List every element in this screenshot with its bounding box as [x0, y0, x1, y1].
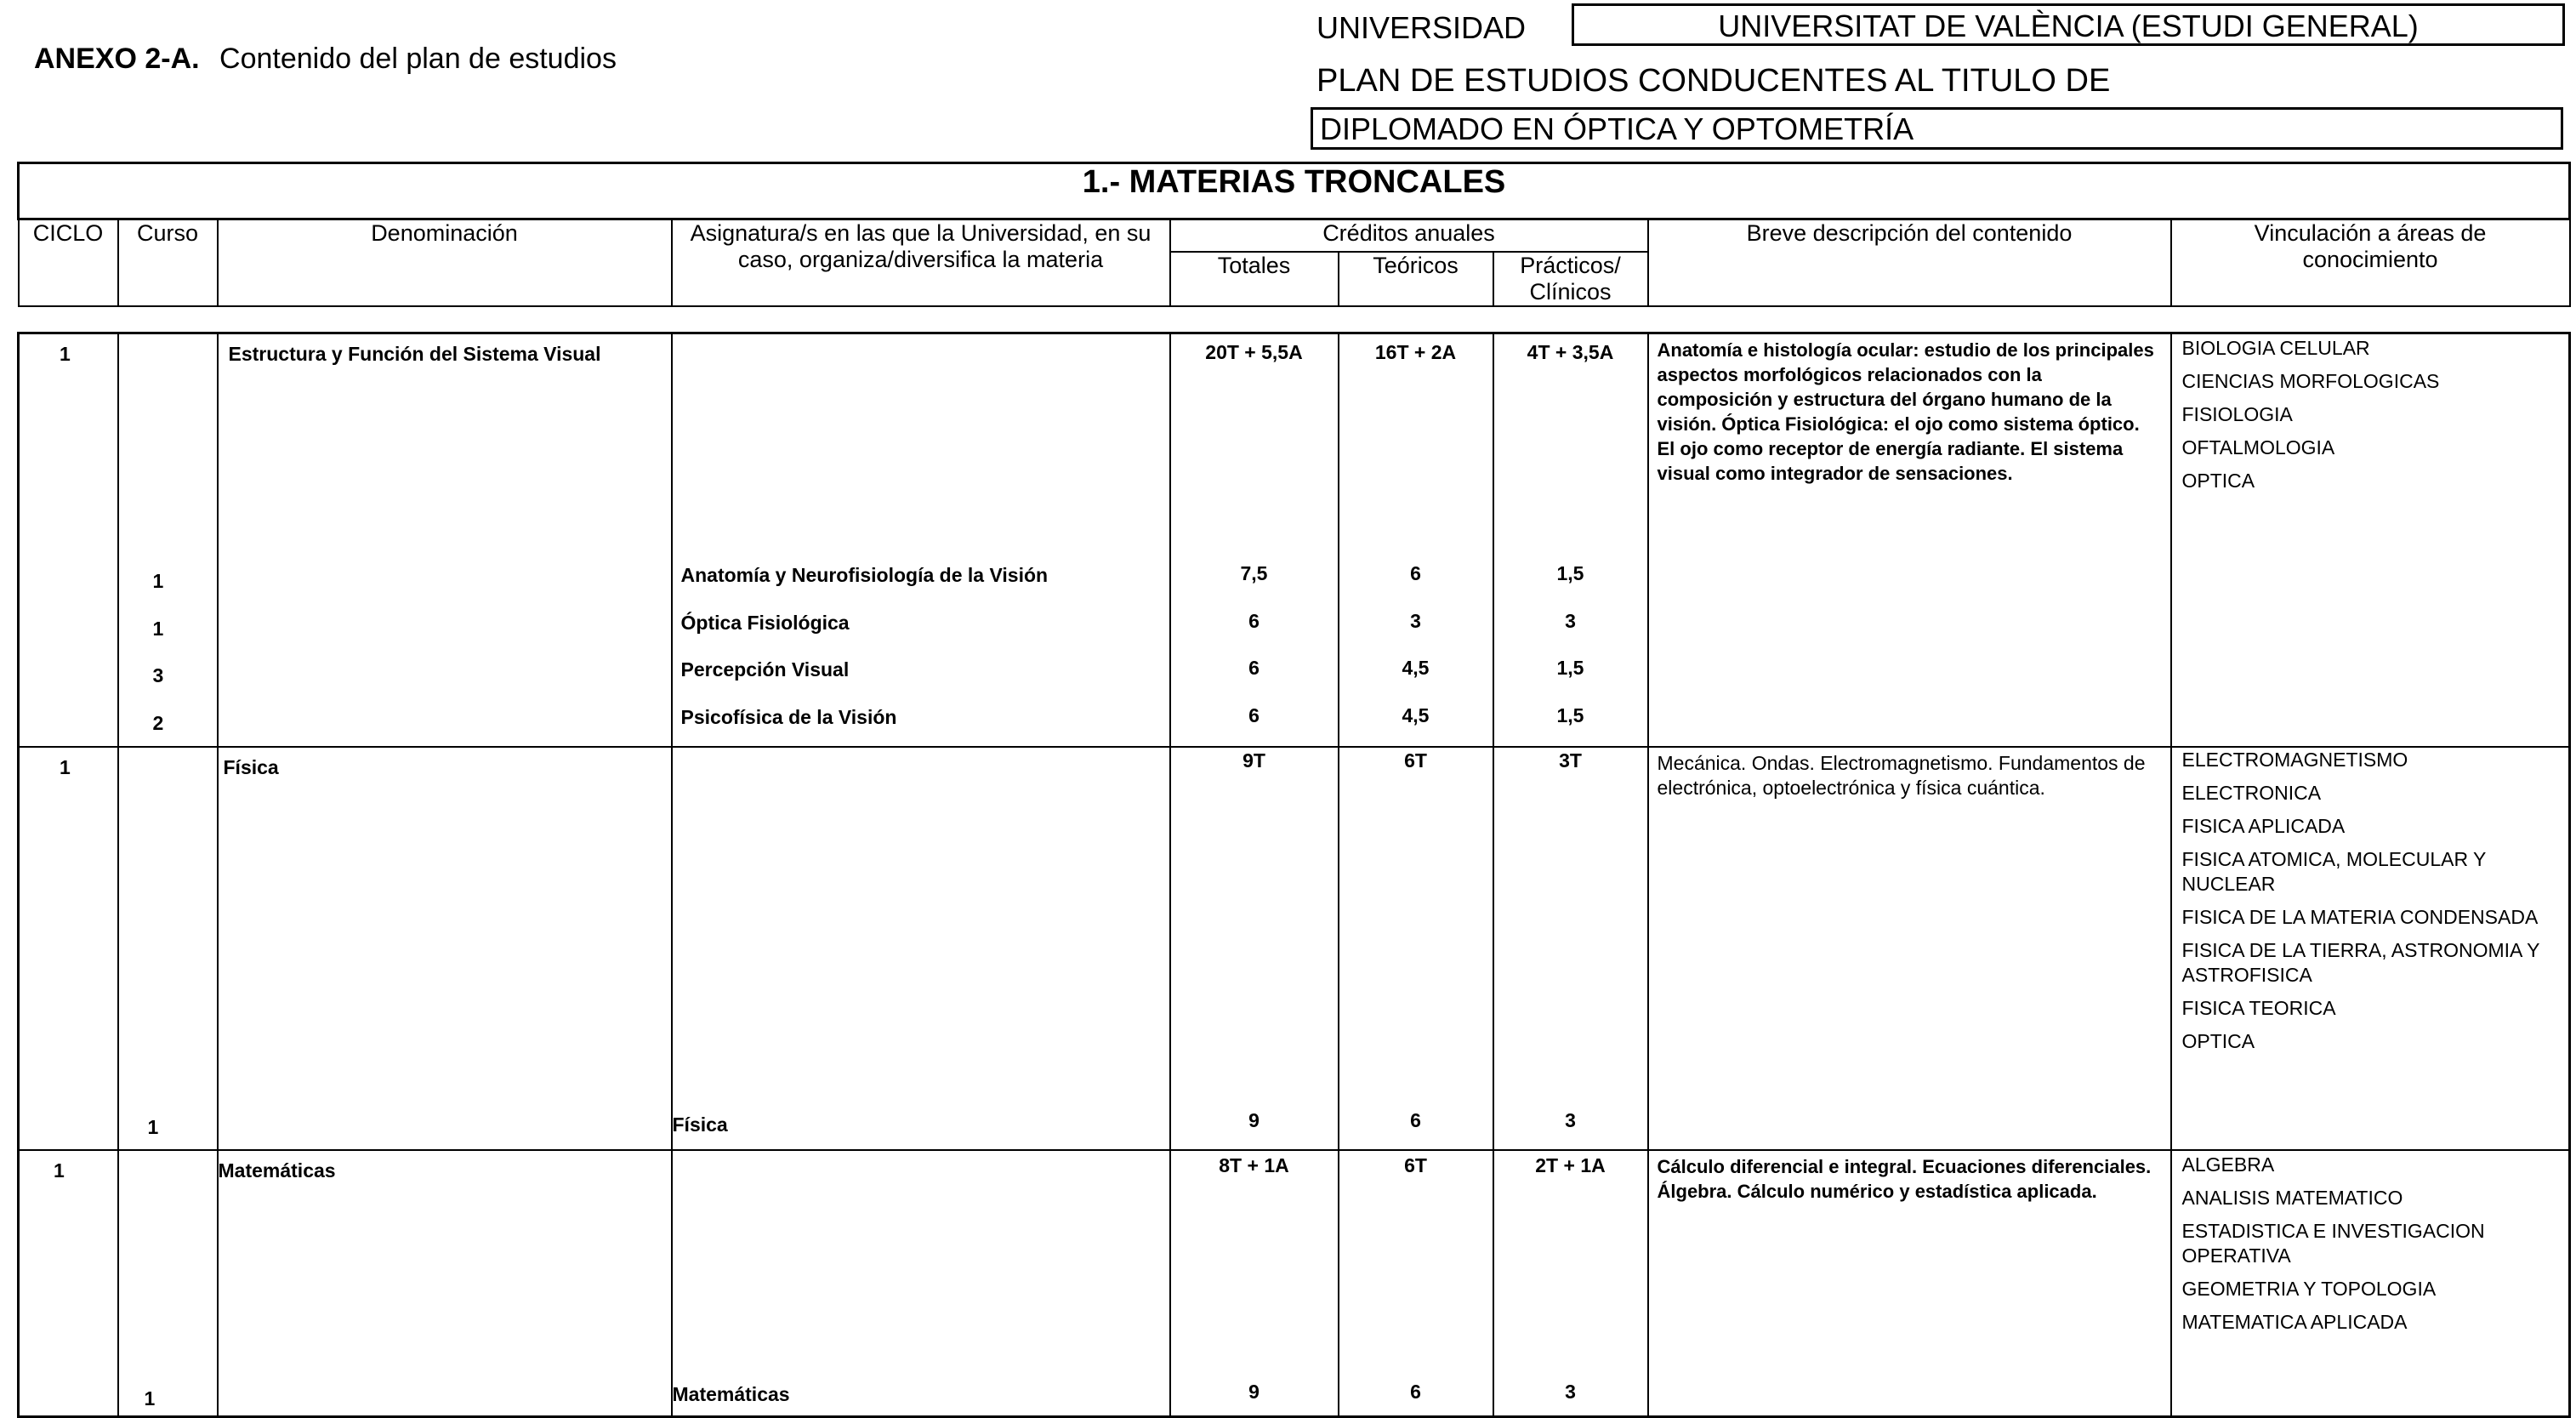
teoricos-value: 6 — [1410, 1380, 1421, 1403]
anexo-number: ANEXO 2-A. — [34, 43, 200, 75]
area-item: FISICA DE LA MATERIA CONDENSADA — [2181, 905, 2539, 928]
area-item: MATEMATICA APLICADA — [2181, 1310, 2408, 1333]
denominacion-value: Física — [223, 755, 279, 778]
totales-value: 9T — [1243, 749, 1265, 772]
area-item: OPTICA — [2181, 1029, 2255, 1052]
curso-value: 1 — [152, 618, 164, 640]
anexo-heading — [34, 43, 617, 76]
section-title: 1.- MATERIAS TRONCALES — [19, 163, 2570, 219]
practicos-value: 2T + 1A — [1535, 1153, 1606, 1176]
teoricos-cell — [1339, 333, 1493, 747]
curso-cell — [118, 333, 218, 747]
asignatura-cell — [672, 747, 1170, 1150]
area-item: OPTICA — [2181, 470, 2255, 492]
curso-value: 1 — [147, 1115, 159, 1138]
col-vinculacion: Vinculación a áreas de conocimiento — [2171, 219, 2570, 306]
ciclo-value: 1 — [60, 755, 71, 778]
vinculacion-cell — [2171, 1150, 2570, 1417]
practicos-value: 4T + 3,5A — [1527, 341, 1614, 363]
totales-value: 20T + 5,5A — [1205, 341, 1303, 363]
areas-list — [2172, 748, 2569, 1054]
descripcion-text: Anatomía e histología ocular: estudio de los principales aspectos morfológicos relacionados con la composición y estructura del órgano humano de la visión. Óptica Fisiológica: el ojo como sistema óptico. El ojo como receptor de energía radiante. El sistema visual como integrador de sensaciones. — [1657, 339, 2154, 484]
asignatura-name: Anatomía y Neurofisiología de la Visión — [680, 564, 1049, 586]
titulo-value: DIPLOMADO EN ÓPTICA Y OPTOMETRÍA — [1311, 107, 2563, 150]
totales-cell — [1170, 747, 1339, 1150]
universidad-label: UNIVERSIDAD — [1316, 10, 1527, 45]
asignatura-name: Psicofísica de la Visión — [680, 706, 897, 728]
teoricos-value: 4,5 — [1402, 657, 1430, 679]
teoricos-cell — [1339, 1150, 1493, 1417]
materias-table — [17, 332, 2571, 1418]
descripcion-text: Mecánica. Ondas. Electromagnetismo. Fundamentos de electrónica, optoelectrónica y física cuántica. — [1657, 751, 2146, 799]
table-row — [19, 333, 2570, 747]
totales-value: 6 — [1248, 657, 1260, 679]
curso-cell — [118, 747, 218, 1150]
table-row — [19, 1150, 2570, 1417]
totales-cell — [1170, 1150, 1339, 1417]
totales-value: 6 — [1248, 610, 1260, 632]
area-item: ESTADISTICA E INVESTIGACION OPERATIVA — [2181, 1219, 2485, 1267]
col-descripcion: Breve descripción del contenido — [1648, 219, 2171, 306]
ciclo-cell — [19, 1150, 118, 1417]
area-item: CIENCIAS MORFOLOGICAS — [2181, 370, 2440, 392]
table-header — [17, 162, 2571, 307]
practicos-value: 3 — [1565, 1108, 1576, 1131]
areas-list — [2172, 1151, 2569, 1335]
table-row — [19, 747, 2570, 1150]
denominacion-value: Estructura y Función del Sistema Visual — [228, 343, 601, 365]
practicos-value: 3T — [1559, 749, 1582, 772]
practicos-value: 3 — [1565, 610, 1576, 632]
practicos-value: 1,5 — [1556, 562, 1584, 584]
area-item: ALGEBRA — [2181, 1153, 2275, 1176]
area-item: FISICA ATOMICA, MOLECULAR Y NUCLEAR — [2181, 847, 2486, 895]
curso-cell — [118, 1150, 218, 1417]
universidad-value: UNIVERSITAT DE VALÈNCIA (ESTUDI GENERAL) — [1572, 3, 2565, 46]
col-creditos: Créditos anuales — [1170, 219, 1648, 252]
teoricos-value: 3 — [1410, 610, 1421, 632]
anexo-text: Contenido del plan de estudios — [219, 43, 617, 75]
totales-value: 8T + 1A — [1219, 1153, 1289, 1176]
ciclo-cell — [19, 747, 118, 1150]
teoricos-cell — [1339, 747, 1493, 1150]
asignatura-cell — [672, 1150, 1170, 1417]
col-curso: Curso — [118, 219, 218, 306]
practicos-value: 3 — [1565, 1380, 1576, 1403]
area-item: FISIOLOGIA — [2181, 403, 2293, 425]
col-practicos: Prácticos/ Clínicos — [1493, 252, 1648, 306]
denominacion-cell — [218, 333, 672, 747]
teoricos-value: 4,5 — [1402, 704, 1430, 726]
practicos-value: 1,5 — [1556, 704, 1584, 726]
teoricos-value: 6 — [1410, 1108, 1421, 1131]
practicos-cell — [1493, 1150, 1648, 1417]
totales-cell — [1170, 333, 1339, 747]
curso-value: 2 — [152, 712, 164, 734]
area-item: ELECTROMAGNETISMO — [2181, 748, 2408, 771]
denominacion-value: Matemáticas — [218, 1159, 336, 1182]
col-ciclo: CICLO — [19, 219, 118, 306]
col-totales: Totales — [1170, 252, 1339, 306]
area-item: ELECTRONICA — [2181, 781, 2322, 804]
practicos-cell — [1493, 333, 1648, 747]
area-item: GEOMETRIA Y TOPOLOGIA — [2181, 1277, 2437, 1300]
vinculacion-cell — [2171, 747, 2570, 1150]
col-asignatura: Asignatura/s en las que la Universidad, en su caso, organiza/diversifica la materia — [672, 219, 1170, 306]
curso-value: 3 — [152, 664, 164, 686]
area-item: FISICA DE LA TIERRA, ASTRONOMIA Y ASTROFISICA — [2181, 938, 2540, 986]
vinculacion-cell — [2171, 333, 2570, 747]
denominacion-cell — [218, 1150, 672, 1417]
asignatura-name: Percepción Visual — [680, 658, 850, 681]
area-item: ANALISIS MATEMATICO — [2181, 1186, 2403, 1209]
plan-label: PLAN DE ESTUDIOS CONDUCENTES AL TITULO DE — [1316, 63, 2111, 99]
asignatura-name: Matemáticas — [672, 1382, 790, 1405]
totales-value: 7,5 — [1240, 562, 1268, 584]
descripcion-cell — [1648, 1150, 2171, 1417]
descripcion-text: Cálculo diferencial e integral. Ecuaciones diferenciales. Álgebra. Cálculo numérico y estadística aplicada. — [1657, 1155, 2152, 1202]
area-item: BIOLOGIA CELULAR — [2181, 337, 2370, 359]
teoricos-value: 6T — [1404, 749, 1427, 772]
descripcion-cell — [1648, 333, 2171, 747]
teoricos-value: 16T + 2A — [1374, 341, 1457, 363]
area-item: FISICA TEORICA — [2181, 996, 2336, 1019]
asignatura-cell — [672, 333, 1170, 747]
col-denominacion: Denominación — [218, 219, 672, 306]
totales-value: 9 — [1248, 1108, 1260, 1131]
denominacion-cell — [218, 747, 672, 1150]
ciclo-value: 1 — [60, 343, 71, 365]
curso-value: 1 — [144, 1387, 156, 1409]
practicos-value: 1,5 — [1556, 657, 1584, 679]
descripcion-cell — [1648, 747, 2171, 1150]
teoricos-value: 6 — [1410, 562, 1421, 584]
teoricos-value: 6T — [1404, 1153, 1427, 1176]
ciclo-cell — [19, 333, 118, 747]
area-item: OFTALMOLOGIA — [2181, 436, 2335, 458]
curso-value: 1 — [152, 570, 164, 592]
col-teoricos: Teóricos — [1339, 252, 1493, 306]
totales-value: 9 — [1248, 1380, 1260, 1403]
totales-value: 6 — [1248, 704, 1260, 726]
asignatura-name: Física — [672, 1113, 728, 1136]
area-item: FISICA APLICADA — [2181, 814, 2346, 837]
ciclo-value: 1 — [54, 1159, 65, 1182]
asignatura-name: Óptica Fisiológica — [680, 612, 850, 634]
practicos-cell — [1493, 747, 1648, 1150]
areas-list — [2172, 334, 2569, 493]
